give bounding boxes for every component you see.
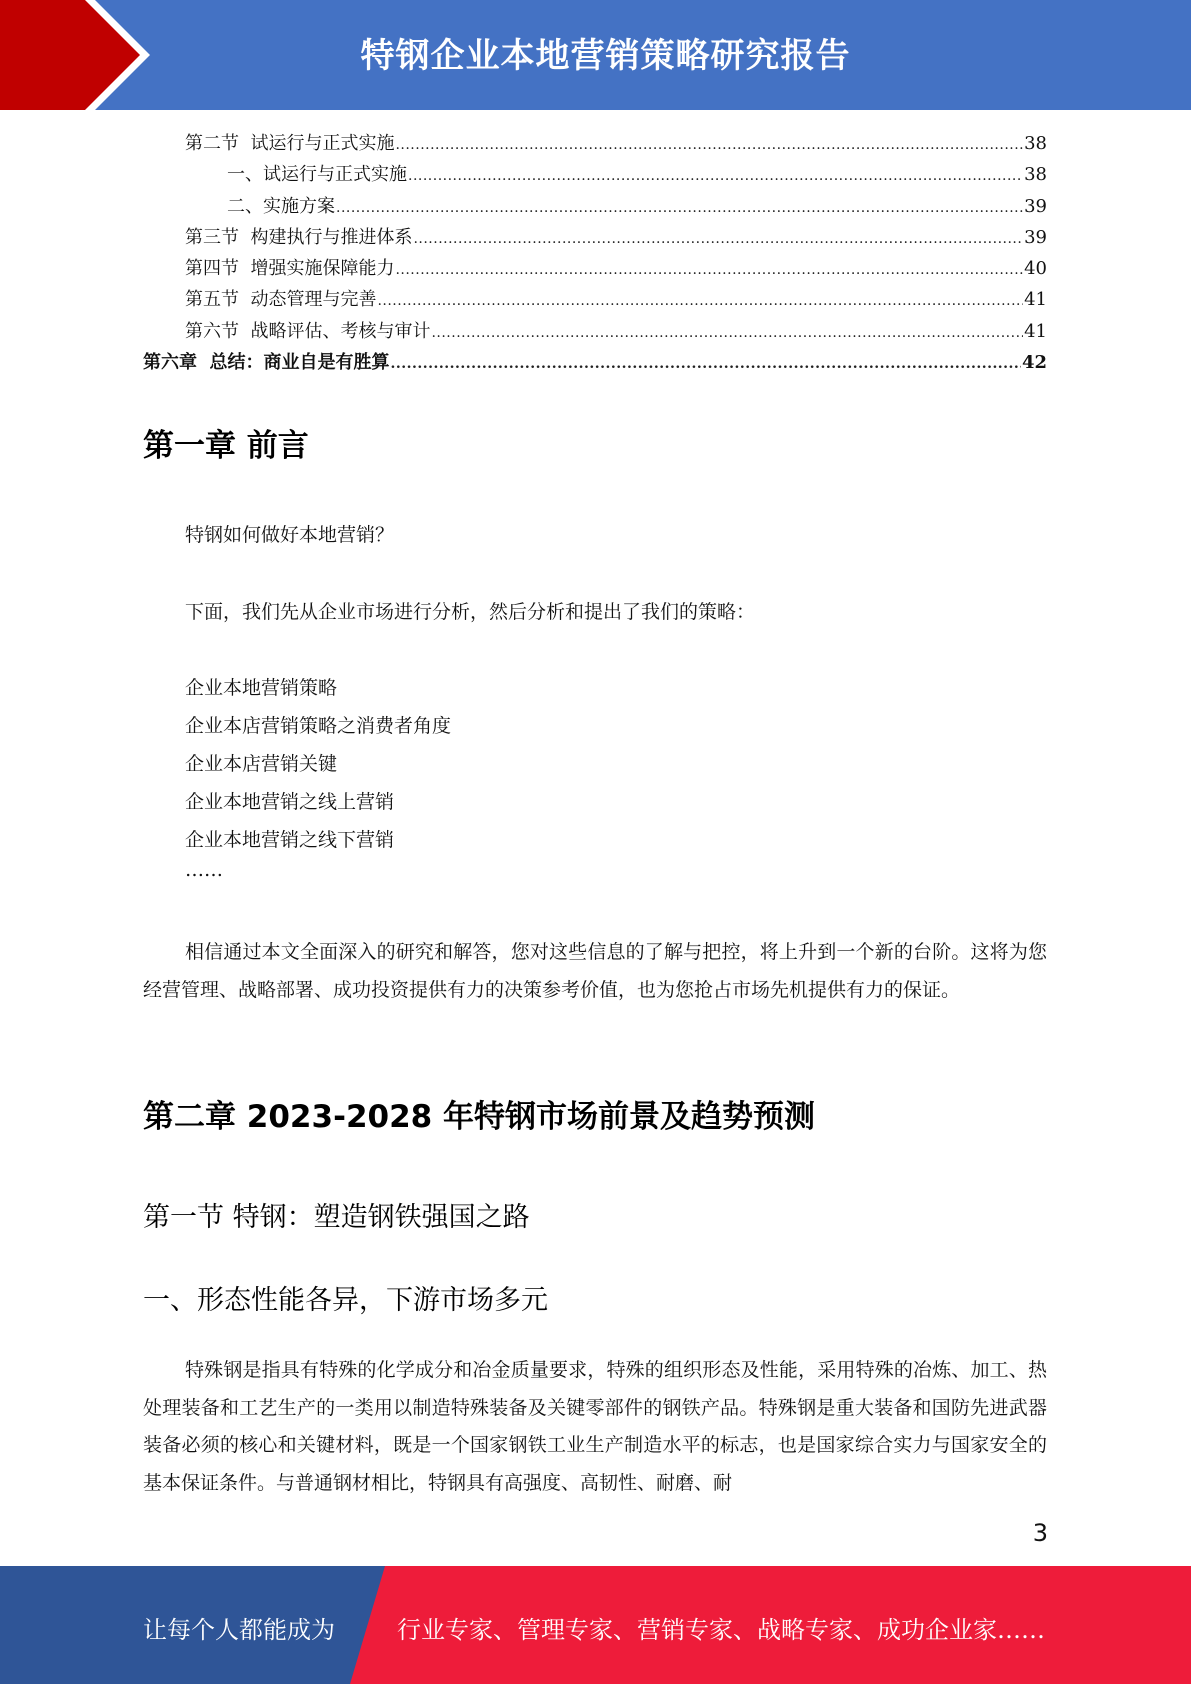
toc-entry[interactable]	[143, 191, 1047, 222]
list-item: 企业本店营销策略之消费者角度	[185, 715, 452, 737]
toc-dot-leader	[431, 318, 1023, 349]
toc-entry[interactable]	[143, 347, 1047, 378]
toc-entry-title: 第六章 总结：商业自是有胜算	[143, 352, 390, 374]
chapter-heading: 第一章 前言	[143, 428, 309, 464]
toc-page-number: 38	[1024, 133, 1047, 154]
list-item: ……	[185, 859, 223, 881]
list-item: 企业本地营销之线上营销	[185, 791, 395, 813]
footer-slogan: 让每个人都能成为	[143, 1616, 335, 1644]
toc-entry-title: 第六节 战略评估、考核与审计	[185, 320, 431, 342]
toc-dot-leader	[408, 161, 1023, 192]
toc-dot-leader	[395, 130, 1023, 161]
report-title: 特钢企业本地营销策略研究报告	[360, 36, 851, 76]
intro-question: 特钢如何做好本地营销？	[185, 524, 395, 546]
toc-dot-leader	[391, 349, 1021, 380]
toc-entry[interactable]	[143, 222, 1047, 253]
toc-dot-leader	[413, 224, 1023, 255]
toc-entry-title: 一、试运行与正式实施	[227, 164, 407, 186]
toc-entry-title: 二、实施方案	[227, 195, 335, 217]
chapter-heading: 第二章 2023-2028 年特钢市场前景及趋势预测	[143, 1099, 816, 1135]
toc-page-number: 42	[1021, 352, 1047, 374]
intro-text: 下面，我们先从企业市场进行分析，然后分析和提出了我们的策略：	[185, 601, 756, 623]
toc-page-number: 38	[1024, 164, 1047, 186]
table-of-contents	[143, 128, 1047, 378]
toc-entry-title: 第二节 试运行与正式实施	[185, 133, 395, 154]
toc-entry-title: 第五节 动态管理与完善	[185, 289, 377, 311]
toc-page-number: 39	[1024, 195, 1047, 217]
closing-paragraph: 相信通过本文全面深入的研究和解答，您对这些信息的了解与把控，将上升到一个新的台阶。这将为您经营管理、战略部署、成功投资提供有力的决策参考价值，也为您抢占市场先机提供有力的保证。	[143, 941, 1047, 1001]
section-heading: 第一节 特钢：塑造钢铁强国之路	[143, 1202, 530, 1233]
toc-page-number: 41	[1024, 289, 1047, 311]
toc-entry[interactable]	[143, 159, 1047, 190]
toc-entry[interactable]	[143, 128, 1047, 159]
toc-page-number: 39	[1024, 226, 1047, 248]
page-number: 3	[1032, 1519, 1048, 1547]
footer-roles: 行业专家、管理专家、营销专家、战略专家、成功企业家……	[397, 1616, 1045, 1644]
toc-page-number: 41	[1024, 320, 1047, 342]
toc-entry[interactable]	[143, 316, 1047, 347]
page-header	[0, 0, 1191, 110]
toc-page-number: 40	[1024, 258, 1047, 280]
list-item: 企业本地营销策略	[185, 677, 338, 699]
toc-entry[interactable]	[143, 284, 1047, 315]
list-item: 企业本地营销之线下营销	[185, 829, 395, 851]
toc-entry-title: 第三节 构建执行与推进体系	[185, 226, 413, 248]
toc-dot-leader	[377, 286, 1023, 317]
toc-dot-leader	[395, 255, 1023, 286]
subsection-heading: 一、形态性能各异，下游市场多元	[143, 1285, 548, 1316]
body-paragraph: 特殊钢是指具有特殊的化学成分和冶金质量要求，特殊的组织形态及性能，采用特殊的冶炼、加工、热处理装备和工艺生产的一类用以制造特殊装备及关键零部件的钢铁产品。特殊钢是重大装备和国防先进武器装备必须的核心和关键材料，既是一个国家钢铁工业生产制造水平的标志，也是国家综合实力与国家安全的基本保证条件。与普通钢材相比，特钢具有高强度、高韧性、耐磨、耐	[143, 1359, 1047, 1494]
list-item: 企业本店营销关键	[185, 753, 338, 775]
toc-dot-leader	[336, 193, 1023, 224]
toc-entry-title: 第四节 增强实施保障能力	[185, 258, 395, 280]
toc-entry[interactable]	[143, 253, 1047, 284]
